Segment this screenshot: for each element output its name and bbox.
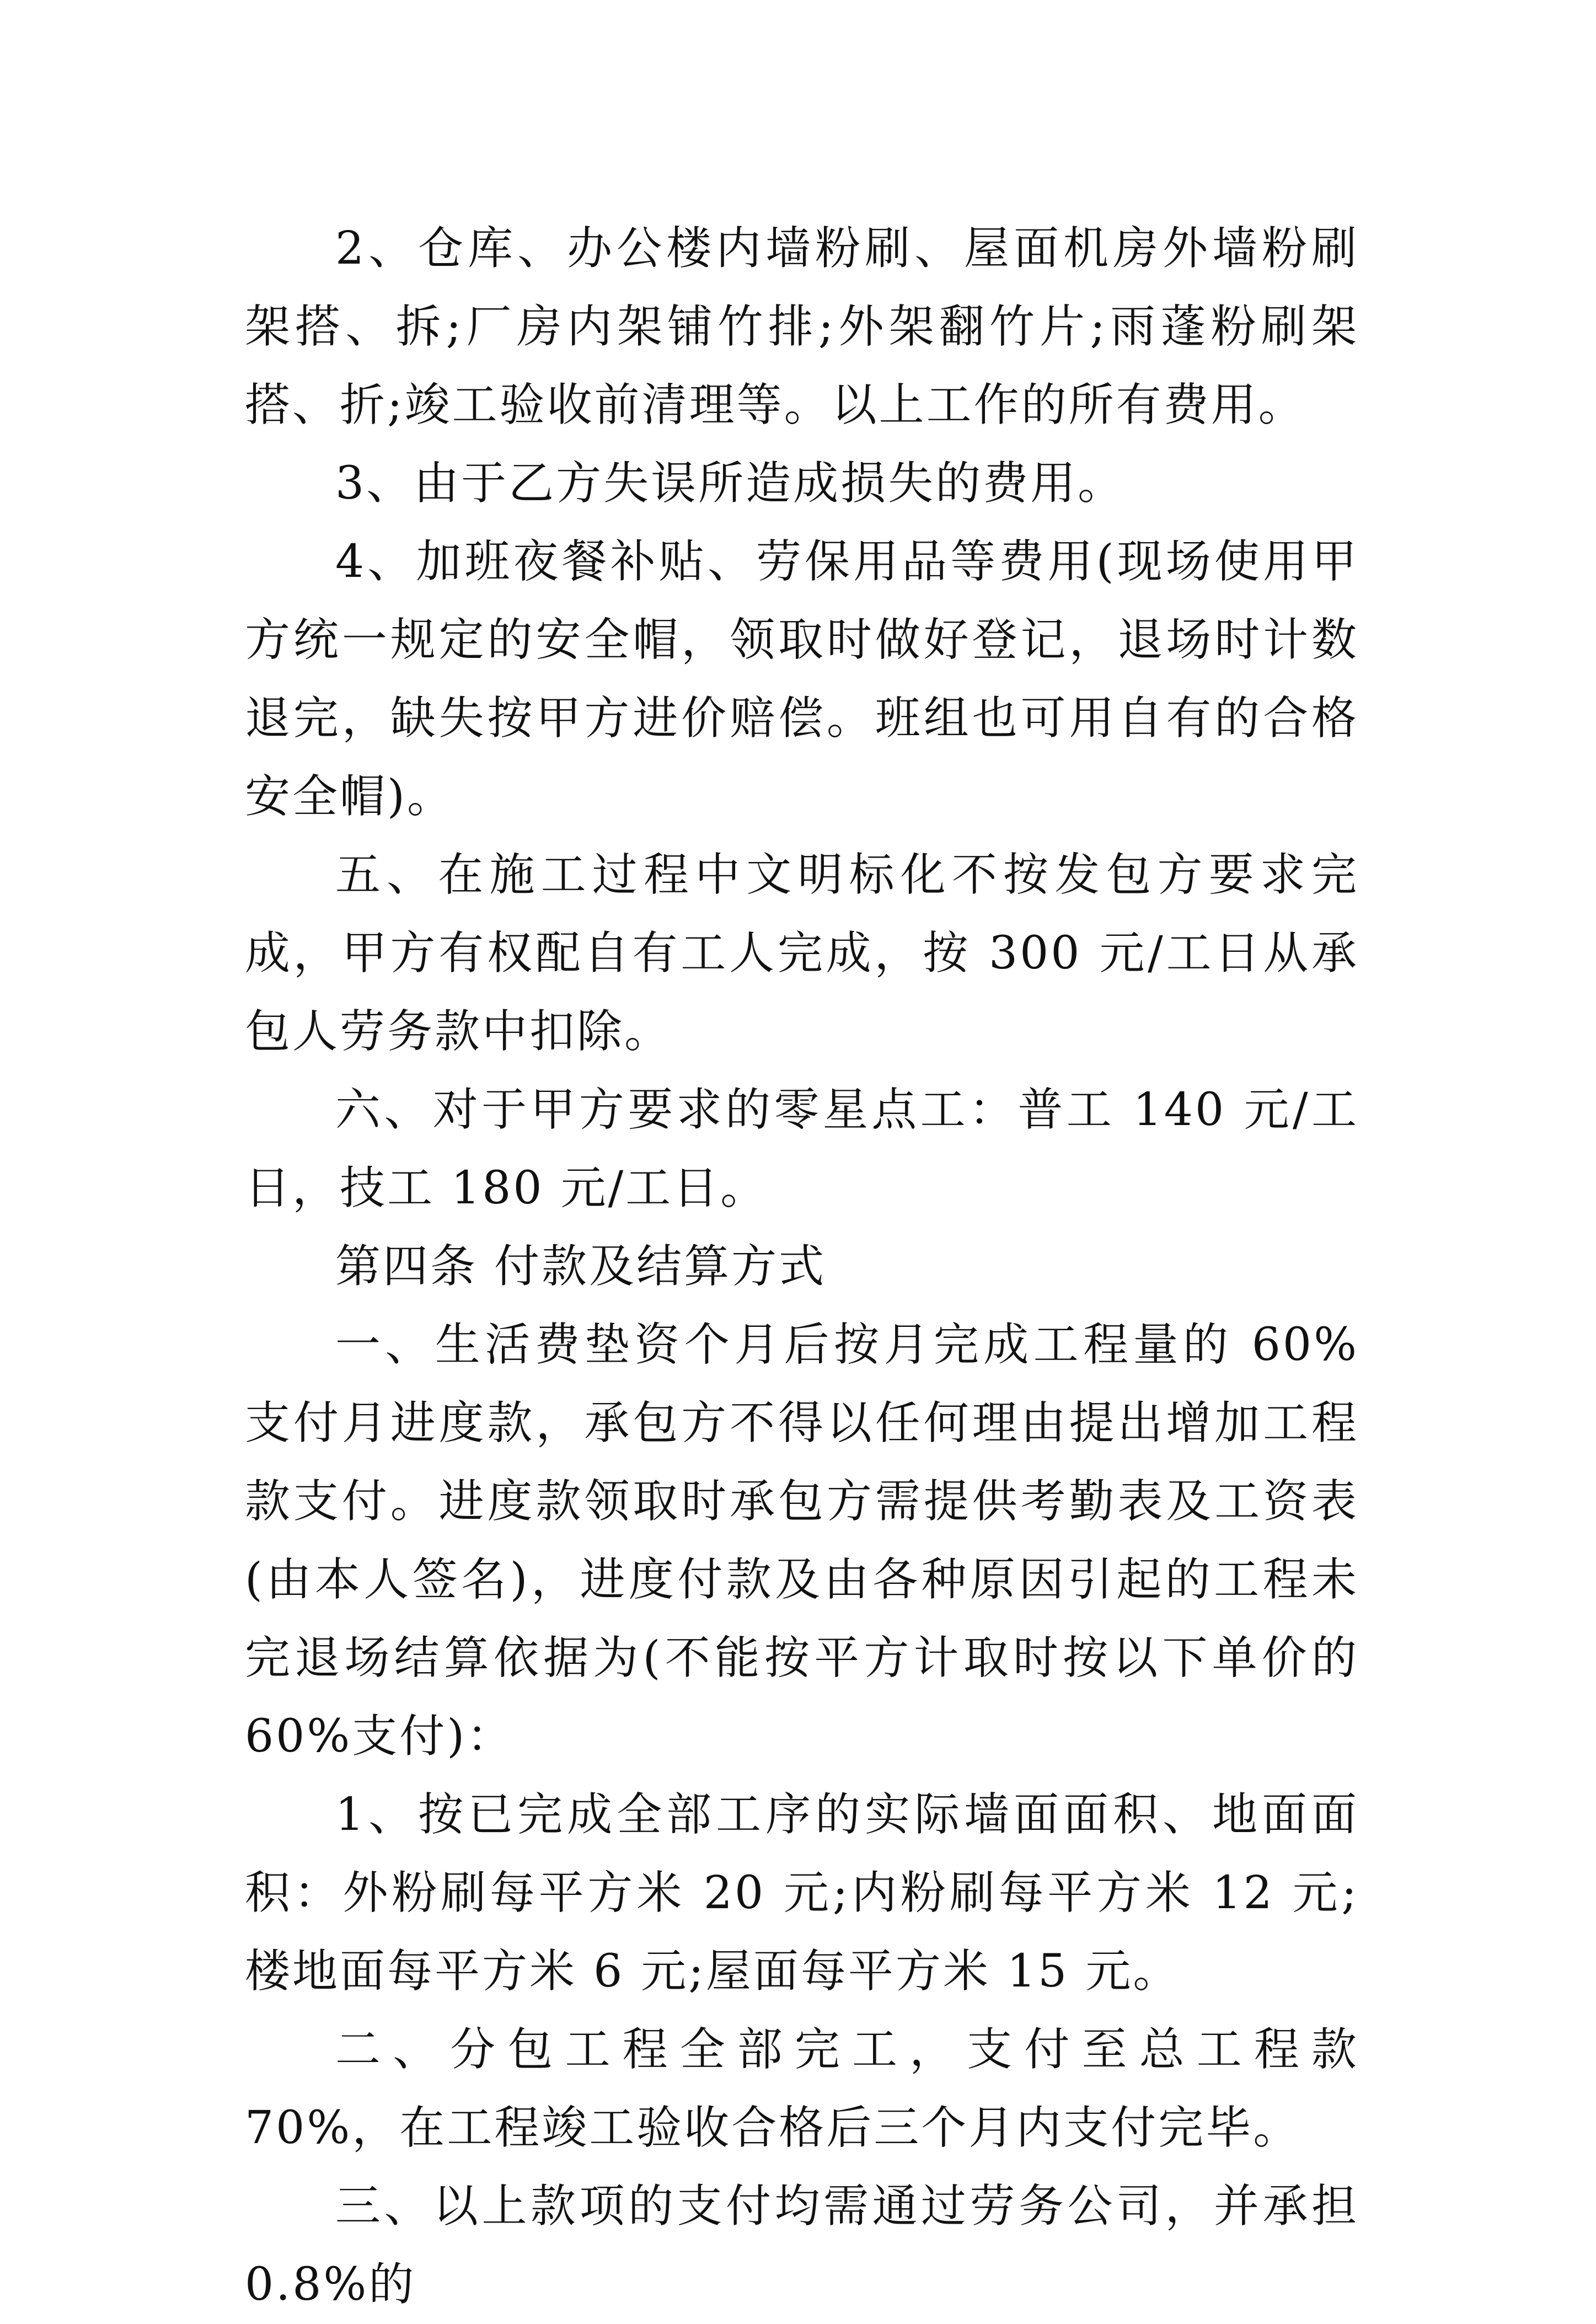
paragraph-clause-2-completion-payment: 二、分包工程全部完工，支付至总工程款 70%，在工程竣工验收合格后三个月内支付完毕。 <box>245 2023 1359 2154</box>
paragraph-item-3-loss-costs: 3、由于乙方失误所造成损失的费用。 <box>335 457 1126 510</box>
paragraph-item-4-overtime-safety: 4、加班夜餐补贴、劳保用品等费用(现场使用甲方统一规定的安全帽，领取时做好登记，退场时计数退完，缺失按甲方进价赔偿。班组也可用自有的合格安全帽)。 <box>245 536 1359 823</box>
paragraph-section-5-civilized-construction: 五、在施工过程中文明标化不按发包方要求完成，甲方有权配自有工人完成，按 300 元/工日从承包人劳务款中扣除。 <box>245 849 1359 1058</box>
article-4-heading: 第四条 付款及结算方式 <box>335 1240 827 1293</box>
document-body <box>245 210 1359 2324</box>
paragraph-item-2-scaffolding-costs: 2、仓库、办公楼内墙粉刷、屋面机房外墙粉刷架搭、拆;厂房内架铺竹排;外架翻竹片;雨蓬粉刷架搭、折;竣工验收前清理等。以上工作的所有费用。 <box>245 222 1359 431</box>
paragraph-clause-3-labor-company: 三、以上款项的支付均需通过劳务公司，并承担 0.8%的 <box>245 2180 1359 2311</box>
paragraph-item-1-unit-prices: 1、按已完成全部工序的实际墙面面积、地面面积：外粉刷每平方米 20 元;内粉刷每平方米 12 元;楼地面每平方米 6 元;屋面每平方米 15 元。 <box>245 1788 1359 1998</box>
paragraph-section-6-casual-labor: 六、对于甲方要求的零星点工：普工 140 元/工日，技工 180 元/工日。 <box>245 1084 1359 1214</box>
paragraph-clause-1-progress-payment: 一、生活费垫资个月后按月完成工程量的 60%支付月进度款，承包方不得以任何理由提出增加工程款支付。进度款领取时承包方需提供考勤表及工资表(由本人签名)，进度付款及由各种原因引起的工程未完退场结算依据为(不能按平方计取时按以下单价的 60%支付)： <box>245 1319 1359 1763</box>
